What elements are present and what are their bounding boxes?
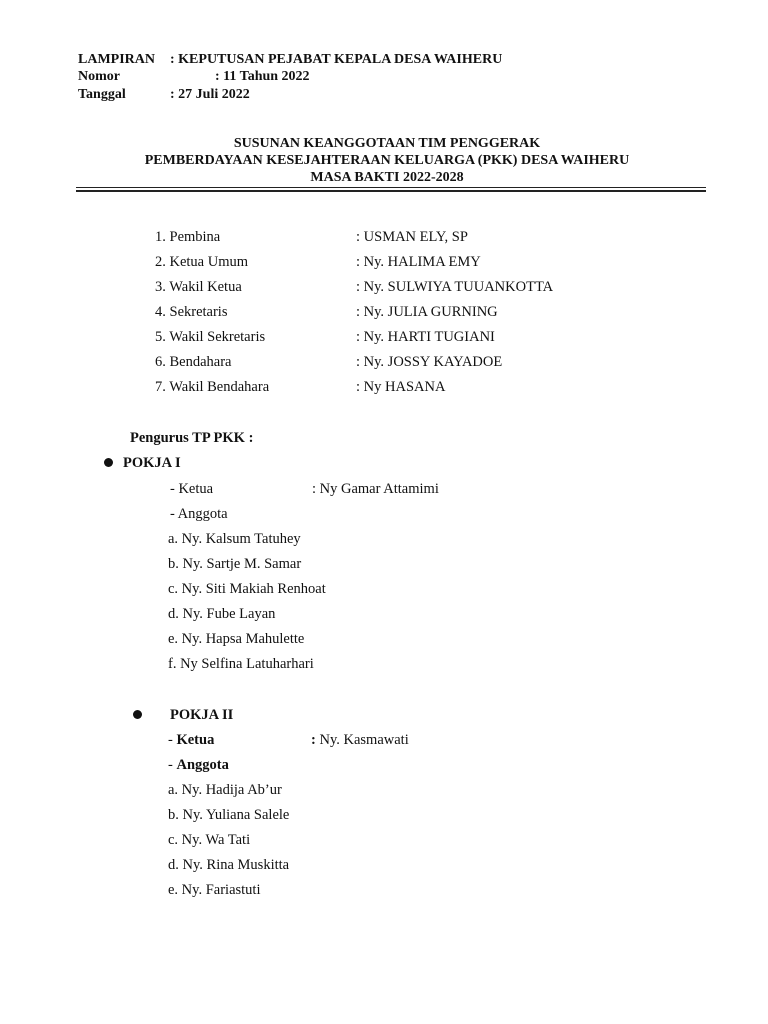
pokja1-ketua-label: - Ketua bbox=[170, 481, 214, 497]
tanggal-label: Tanggal bbox=[78, 87, 126, 102]
pokja2-ketua-colon: : bbox=[311, 732, 316, 748]
list-item: e. Ny. Fariastuti bbox=[168, 882, 261, 898]
pokja1-title: POKJA I bbox=[123, 455, 181, 471]
lampiran-label: LAMPIRAN bbox=[78, 52, 155, 67]
pokja2-title: POKJA II bbox=[170, 707, 234, 723]
list-item: b. Ny. Yuliana Salele bbox=[168, 807, 290, 823]
officer-name: : Ny. SULWIYA TUUANKOTTA bbox=[356, 279, 554, 295]
list-item: d. Ny. Fube Layan bbox=[168, 606, 276, 622]
officer-role: 1. Pembina bbox=[155, 229, 221, 245]
pokja2-ketua-value: Ny. Kasmawati bbox=[315, 732, 409, 748]
pokja2-ketua-value-line bbox=[311, 731, 409, 749]
officer-role: 3. Wakil Ketua bbox=[155, 279, 242, 295]
list-item: a. Ny. Hadija Ab’ur bbox=[168, 782, 282, 798]
officer-role: 6. Bendahara bbox=[155, 354, 232, 370]
officer-role: 7. Wakil Bendahara bbox=[155, 379, 270, 395]
officer-name: : Ny. JULIA GURNING bbox=[356, 304, 498, 320]
bullet-icon bbox=[104, 458, 113, 467]
list-item: d. Ny. Rina Muskitta bbox=[168, 857, 290, 873]
list-item: c. Ny. Siti Makiah Renhoat bbox=[168, 581, 326, 597]
list-item: f. Ny Selfina Latuharhari bbox=[168, 656, 314, 672]
lampiran-value: : KEPUTUSAN PEJABAT KEPALA DESA WAIHERU bbox=[170, 52, 503, 67]
pokja2-anggota-line bbox=[168, 756, 229, 774]
nomor-label: Nomor bbox=[78, 69, 120, 84]
list-item: c. Ny. Wa Tati bbox=[168, 832, 251, 848]
officer-name: : Ny. HALIMA EMY bbox=[356, 254, 481, 270]
officer-role: 5. Wakil Sekretaris bbox=[155, 329, 266, 345]
list-item: e. Ny. Hapsa Mahulette bbox=[168, 631, 305, 647]
title-line-3: MASA BAKTI 2022-2028 bbox=[310, 170, 464, 185]
pokja1-ketua-value: : Ny Gamar Attamimi bbox=[312, 481, 439, 497]
pokja2-ketua-dash: - bbox=[168, 732, 177, 748]
bullet-icon bbox=[133, 710, 142, 719]
pokja2-ketua-label: Ketua bbox=[176, 732, 215, 748]
officer-role: 4. Sekretaris bbox=[155, 304, 228, 320]
title-rule-bottom bbox=[76, 190, 706, 192]
pokja2-anggota-dash: - bbox=[168, 757, 177, 773]
pengurus-heading: Pengurus TP PKK : bbox=[130, 430, 254, 446]
officer-name: : Ny. JOSSY KAYADOE bbox=[356, 354, 503, 370]
nomor-value: : 11 Tahun 2022 bbox=[215, 69, 310, 84]
officer-name: : Ny HASANA bbox=[356, 379, 446, 395]
title-line-1: SUSUNAN KEANGGOTAAN TIM PENGGERAK bbox=[233, 136, 541, 151]
pokja1-anggota-label: - Anggota bbox=[170, 506, 228, 522]
pokja2-ketua-line bbox=[168, 731, 214, 749]
officer-role: 2. Ketua Umum bbox=[155, 254, 249, 270]
title-line-2: PEMBERDAYAAN KESEJAHTERAAN KELUARGA (PKK) DESA WAIHERU bbox=[144, 153, 630, 168]
list-item: a. Ny. Kalsum Tatuhey bbox=[168, 531, 301, 547]
tanggal-value: : 27 Juli 2022 bbox=[170, 87, 250, 102]
officer-name: : Ny. HARTI TUGIANI bbox=[356, 329, 495, 345]
title-rule-top bbox=[76, 187, 706, 188]
list-item: b. Ny. Sartje M. Samar bbox=[168, 556, 302, 572]
pokja2-anggota-label: Anggota bbox=[176, 757, 229, 773]
officer-name: : USMAN ELY, SP bbox=[356, 229, 468, 245]
